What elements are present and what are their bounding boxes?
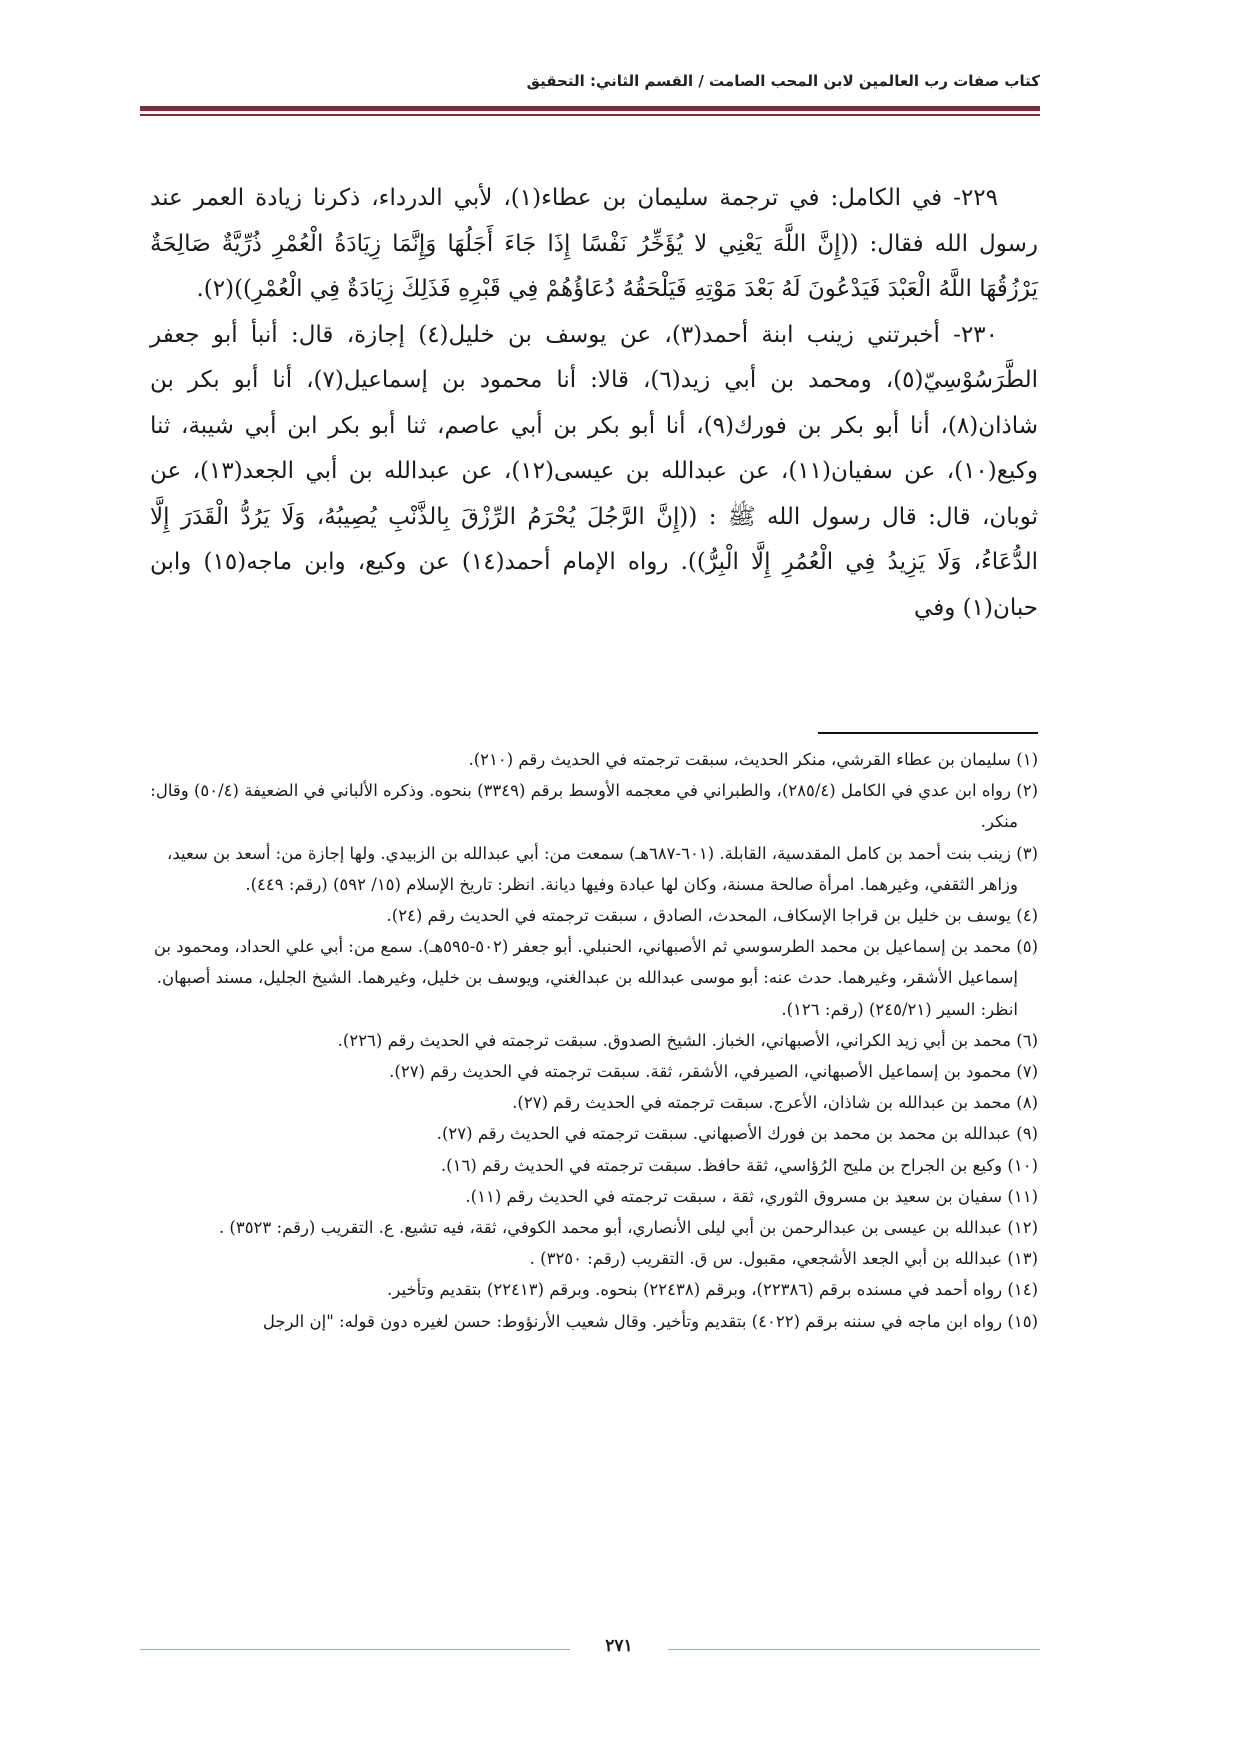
paragraph-230: ٢٣٠- أخبرتني زينب ابنة أحمد(٣)، عن يوسف بن خليل(٤) إجازة، قال: أنبأ أبو جعفر الطَّرَسُوْسِيّ(٥)، ومحمد بن أبي زيد(٦)، قالا: أنا محمود بن إسماعيل(٧)، أنا أبو بكر بن شاذان(٨)، أنا أبو بكر بن فورك(٩)، أنا أبو بكر بن أبي عاصم، ثنا أبو بكر ابن أبي شيبة، ثنا وكيع(١٠)، عن سفيان(١١)، عن عبدالله بن عيسى(١٢)، عن عبدالله بن أبي الجعد(١٣)، عن ثوبان، قال: قال رسول الله ﷺ : ((إِنَّ الرَّجُلَ يُحْرَمُ الرِّزْقَ بِالذَّنْبِ يُصِيبُهُ، وَلَا يَرُدُّ الْقَدَرَ إِلَّا الدُّعَاءُ، وَلَا يَزِيدُ فِي الْعُمُرِ إِلَّا الْبِرُّ)). رواه الإمام أحمد(١٤) عن وكيع، وابن ماجه(١٥) وابن حبان(١) وفي [150, 321, 1039, 621]
footnote-9: (٩) عبدالله بن محمد بن محمد بن فورك الأصبهاني. سبقت ترجمته في الحديث رقم (٢٧). [436, 1124, 1038, 1144]
footer-line-left [140, 1649, 570, 1650]
header-rule-thick [140, 106, 1040, 111]
page-number: ٢٧١ [605, 1636, 633, 1656]
footnote-7: (٧) محمود بن إسماعيل الأصبهاني، الصيرفي، الأشقر، ثقة. سبقت ترجمته في الحديث رقم (٢٧). [389, 1062, 1038, 1082]
footnote-5: (٥) محمد بن إسماعيل بن محمد الطرسوسي ثم الأصبهاني، الحنبلي. أبو جعفر (٥٠٢-٥٩٥هـ). سمع من: أبي علي الحداد، ومحمود بن إسماعيل الأشقر، وغيرهما. حدث عنه: أبو موسى عبدالله بن عبدالغني، ويوسف بن خليل، وغيرهما. الشيخ الجليل، مسند أصبهان. انظر: السير (٢٤٥/٢١) (رقم: ١٢٦). [153, 937, 1038, 1019]
footnote-6: (٦) محمد بن أبي زيد الكراني، الأصبهاني، الخباز. الشيخ الصدوق. سبقت ترجمته في الحديث رقم (٢٢٦). [337, 1030, 1038, 1050]
footnote-separator [818, 732, 1038, 734]
footnote-13: (١٣) عبدالله بن أبي الجعد الأشجعي، مقبول. س ق. التقريب (رقم: ٣٢٥٠) . [529, 1249, 1038, 1269]
footnote-1: (١) سليمان بن عطاء القرشي، منكر الحديث، سبقت ترجمته في الحديث رقم (٢١٠). [468, 750, 1038, 769]
footnote-11: (١١) سفيان بن سعيد بن مسروق الثوري، ثقة ، سبقت ترجمته في الحديث رقم (١١). [465, 1186, 1038, 1206]
header-rule-thin [140, 114, 1040, 116]
footnote-4: (٤) يوسف بن خليل بن قراجا الإسكاف، المحدث، الصادق ، سبقت ترجمته في الحديث رقم (٢٤). [386, 906, 1038, 926]
footnote-12: (١٢) عبدالله بن عيسى بن عبدالرحمن بن أبي ليلى الأنصاري، أبو محمد الكوفي، ثقة، فيه تشيع. ع. التقريب (رقم: ٣٥٢٣) . [218, 1218, 1038, 1238]
footnote-2: (٢) رواه ابن عدي في الكامل (٢٨٥/٤)، والطبراني في معجمه الأوسط برقم (٣٣٤٩) بنحوه. وذكره الألباني في الضعيفة (٥٠/٤) وقال: منكر. [150, 781, 1038, 832]
footer-line-right [668, 1649, 1040, 1650]
footnote-14: (١٤) رواه أحمد في مسنده برقم (٢٢٣٨٦)، وبرقم (٢٢٤٣٨) بنحوه. وبرقم (٢٢٤١٣) بتقديم وتأخير. [387, 1280, 1038, 1300]
running-header: كتاب صفات رب العالمين لابن المحب الصامت / القسم الثاني: التحقيق [526, 72, 1040, 90]
footnote-10: (١٠) وكيع بن الجراح بن مليح الرُؤاسي، ثقة حافظ. سبقت ترجمته في الحديث رقم (١٦). [440, 1155, 1038, 1175]
paragraph-229: ٢٢٩- في الكامل: في ترجمة سليمان بن عطاء(١)، لأبي الدرداء، ذكرنا زيادة العمر عند رسول الله فقال: ((إِنَّ اللَّهَ يَعْنِي لا يُؤَخِّرُ نَفْسًا إِذَا جَاءَ أَجَلُهَا وَإِنَّمَا زِيَادَةُ الْعُمْرِ ذُرِّيَّةٌ صَالِحَةٌ يَرْزُقُهَا اللَّهُ الْعَبْدَ فَيَدْعُونَ لَهُ بَعْدَ مَوْتِهِ فَيَلْحَقُهُ دُعَاؤُهُمْ فِي قَبْرِهِ فَذَلِكَ زِيَادَةٌ فِي الْعُمْرِ))(٢). [150, 185, 1038, 302]
main-text [150, 176, 1038, 631]
footnote-15: (١٥) رواه ابن ماجه في سننه برقم (٤٠٢٢) بتقديم وتأخير. وقال شعيب الأرنؤوط: حسن لغيره دون قوله: "إن الرجل [262, 1311, 1038, 1331]
footnotes [150, 744, 1038, 1337]
footnote-8: (٨) محمد بن عبدالله بن شاذان، الأعرج. سبقت ترجمته في الحديث رقم (٢٧). [512, 1093, 1038, 1113]
footnote-3: (٣) زينب بنت أحمد بن كامل المقدسية، القابلة. (٦٠١-٦٨٧هـ) سمعت من: أبي عبدالله بن الزبيدي. ولها إجازة من: أسعد بن سعيد، وزاهر الثقفي، وغيرهما. امرأة صالحة مسنة، وكان لها عبادة وفيها ديانة. انظر: تاريخ الإسلام (١٥/ ٥٩٢) (رقم: ٤٤٩). [167, 843, 1038, 894]
